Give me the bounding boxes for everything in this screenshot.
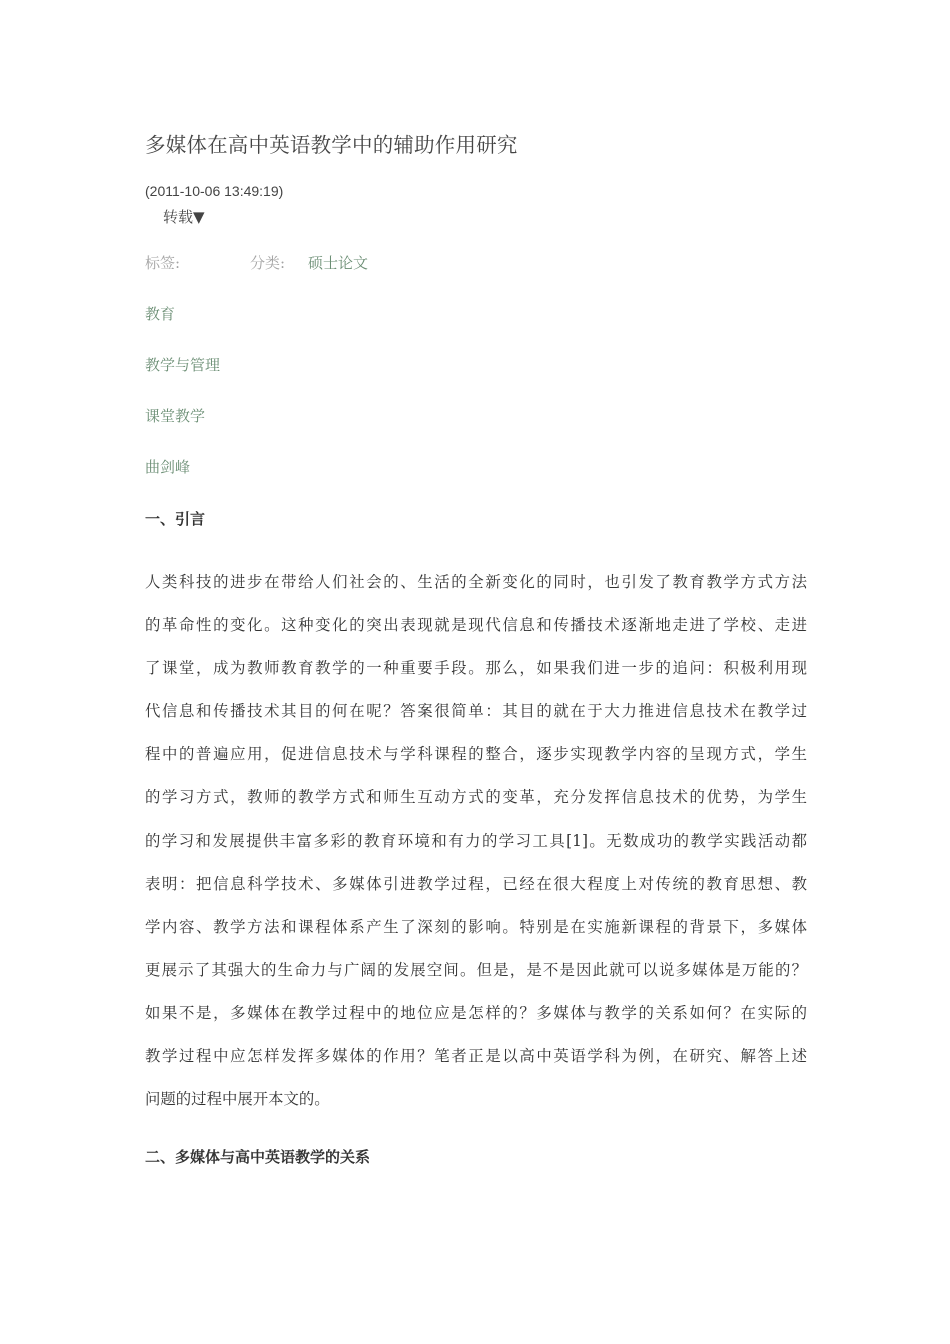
tag-link-education[interactable]: 教育 bbox=[145, 305, 176, 323]
paragraph-line: 的革命性的变化。这种变化的突出表现就是现代信息和传播技术逐渐地走进了学校、走进 bbox=[145, 616, 807, 635]
paragraph-line: 了课堂，成为教师教育教学的一种重要手段。那么，如果我们进一步的追问：积极利用现 bbox=[145, 659, 807, 678]
tag-link-teaching-management[interactable]: 教学与管理 bbox=[145, 356, 221, 374]
paragraph-line: 学内容、教学方法和课程体系产生了深刻的影响。特别是在实施新课程的背景下，多媒体 bbox=[145, 917, 807, 936]
section-heading-introduction: 一、引言 bbox=[145, 510, 206, 528]
article-title: 多媒体在高中英语教学中的辅助作用研究 bbox=[145, 133, 518, 157]
tag-link-author[interactable]: 曲剑峰 bbox=[145, 458, 191, 476]
paragraph-line: 教学过程中应怎样发挥多媒体的作用？笔者正是以高中英语学科为例，在研究、解答上述 bbox=[145, 1047, 807, 1066]
paragraph-line: 更展示了其强大的生命力与广阔的发展空间。但是，是不是因此就可以说多媒体是万能的？ bbox=[145, 960, 807, 979]
article-meta bbox=[145, 252, 368, 273]
category-label: 分类: bbox=[250, 254, 286, 272]
paragraph-line: 问题的过程中展开本文的。 bbox=[145, 1090, 330, 1109]
paragraph-line: 的学习和发展提供丰富多彩的教育环境和有力的学习工具[1]。无数成功的教学实践活动都 bbox=[145, 831, 807, 850]
paragraph-line: 人类科技的进步在带给人们社会的、生活的全新变化的同时，也引发了教育教学方式方法 bbox=[145, 573, 807, 591]
tag-link-classroom-teaching[interactable]: 课堂教学 bbox=[145, 407, 206, 425]
article-timestamp: (2011-10-06 13:49:19) bbox=[145, 183, 284, 199]
category-link[interactable]: 硕士论文 bbox=[308, 254, 369, 272]
paragraph-line: 的学习方式，教师的教学方式和师生互动方式的变革，充分发挥信息技术的优势，为学生 bbox=[145, 788, 807, 807]
paragraph-line: 程中的普遍应用，促进信息技术与学科课程的整合，逐步实现教学内容的呈现方式，学生 bbox=[145, 745, 807, 764]
section-body-introduction bbox=[145, 561, 807, 1121]
tags-label: 标签: bbox=[145, 254, 181, 272]
paragraph-line: 如果不是，多媒体在教学过程中的地位应是怎样的？多媒体与教学的关系如何？在实际的 bbox=[145, 1003, 807, 1022]
paragraph-line: 代信息和传播技术其目的何在呢？答案很简单：其目的就在于大力推进信息技术在教学过 bbox=[145, 702, 807, 721]
repost-dropdown[interactable]: 转载▼ bbox=[163, 208, 205, 226]
section-heading-relationship: 二、多媒体与高中英语教学的关系 bbox=[145, 1148, 371, 1166]
paragraph-line: 表明：把信息科学技术、多媒体引进教学过程，已经在很大程度上对传统的教育思想、教 bbox=[145, 874, 807, 893]
